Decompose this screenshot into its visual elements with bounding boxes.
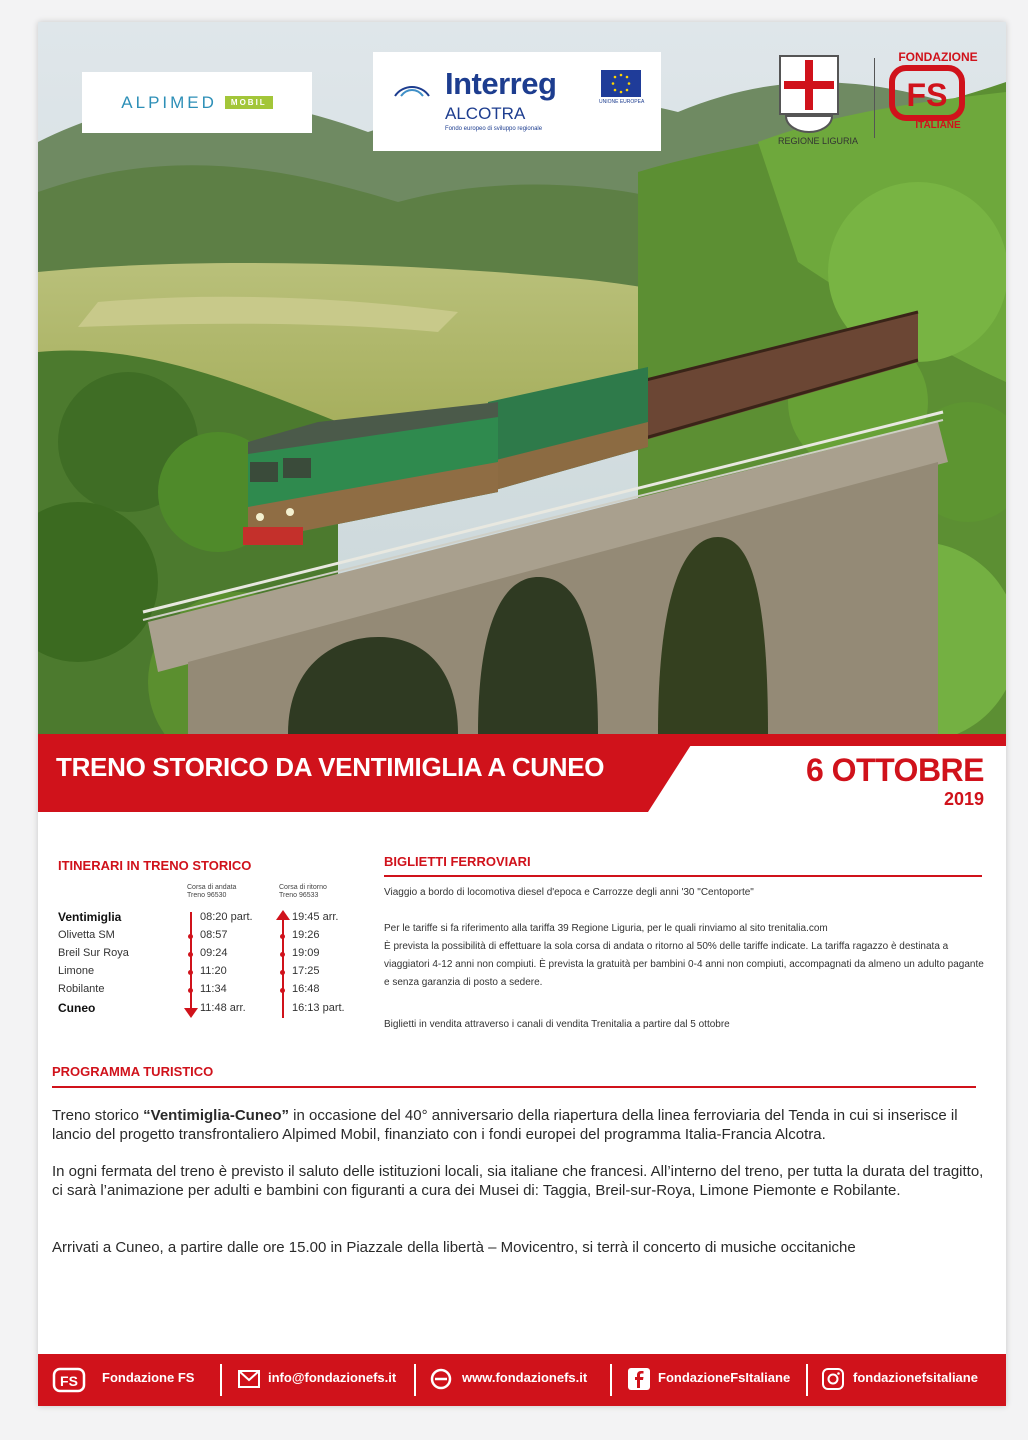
stop-name: Robilante — [58, 983, 105, 995]
return-header: Corsa di ritorno Treno 96533 — [279, 884, 327, 899]
tickets-rule — [384, 875, 982, 877]
return-time: 17:25 — [292, 965, 320, 977]
mail-icon — [238, 1370, 260, 1388]
interreg-logo — [373, 52, 661, 151]
stop-name: Limone — [58, 965, 95, 977]
arrow-down-icon — [184, 1008, 198, 1018]
footer-website[interactable]: www.fondazionefs.it — [462, 1370, 588, 1385]
interreg-name: Interreg — [445, 66, 557, 101]
itinerary-table — [58, 882, 358, 1052]
fs-logo-top: FONDAZIONE — [898, 50, 978, 64]
event-title: TRENO STORICO DA VENTIMIGLIA A CUNEO — [56, 752, 605, 782]
fs-logo-bottom: ITALIANE — [915, 120, 961, 131]
interreg-program: ALCOTRA — [445, 104, 526, 123]
interreg-tagline: Fondo europeo di sviluppo regionale — [445, 126, 543, 132]
interreg-mark-icon — [393, 82, 431, 98]
stop-name: Cuneo — [58, 1001, 96, 1015]
programme-heading: PROGRAMMA TURISTICO — [52, 1064, 214, 1079]
programme-paragraph: In ogni fermata del treno è previsto il saluto delle istituzioni locali, sia italiane che francesi. All’interno del treno, per tutta la durata del tragitto, ci sarà l’animazione per adulti e bambini con figuranti a cura dei Musei di: Taggia, Breil-sur-Roya, Limone Piemonte e Robilante. — [52, 1163, 984, 1199]
fs-logo-mark: FS — [906, 77, 948, 113]
itinerary-heading: ITINERARI IN TRENO STORICO — [58, 858, 252, 873]
alpimed-badge: MOBIL — [225, 96, 273, 109]
programme-paragraph: Treno storico “Ventimiglia-Cuneo” in occasione del 40° anniversario della riapertura della linea ferroviaria del Tenda in cui si inserisce il lancio del progetto transfrontaliero Alpimed Mobil, finanziato con i fondi europei del programma Italia-Francia Alcotra. — [52, 1107, 958, 1143]
title-banner — [38, 734, 1006, 812]
return-time: 19:09 — [292, 947, 320, 959]
hero-photo — [38, 22, 1006, 734]
instagram-icon — [822, 1368, 844, 1390]
poster — [38, 22, 1006, 1406]
outbound-time: 11:20 — [200, 965, 227, 977]
return-time: 16:48 — [292, 983, 320, 995]
svg-text:FS: FS — [60, 1373, 78, 1389]
outbound-time: 11:34 — [200, 983, 227, 995]
footer-brand: Fondazione FS — [102, 1370, 195, 1385]
programme-rule — [52, 1086, 976, 1088]
logo-separator — [874, 58, 875, 138]
event-year: 2019 — [943, 789, 984, 809]
outbound-line — [190, 912, 192, 1012]
tickets-paragraph: È prevista la possibilità di effettuare la sola corsa di andata o ritorno al 50% delle tariffe indicate. La tariffa ragazzo è destinata a viaggiatori 4-12 anni non compiuti. È prevista la gratuità per bambini 0-4 anni non compiuti, accompagnati da almeno un adulto pagante e senza garanzia di posto a sedere. — [384, 941, 984, 988]
outbound-time: 08:20 part. — [200, 911, 253, 923]
outbound-time: 09:24 — [200, 947, 228, 959]
stop-name: Olivetta SM — [58, 929, 115, 941]
return-time: 16:13 part. — [292, 1002, 345, 1014]
liguria-shield-icon — [778, 54, 840, 134]
event-date: 6 OTTOBRE — [805, 752, 984, 788]
tickets-heading: BIGLIETTI FERROVIARI — [384, 854, 531, 869]
tickets-paragraph: Viaggio a bordo di locomotiva diesel d'epoca e Carrozze degli anni '30 "Centoporte" — [384, 887, 754, 898]
regione-liguria-logo — [778, 54, 858, 146]
fs-logo-mark-icon — [888, 64, 966, 122]
tickets-paragraph: Biglietti in vendita attraverso i canali di vendita Trenitalia a partire dal 5 ottobre — [384, 1019, 730, 1030]
outbound-time: 08:57 — [200, 929, 228, 941]
web-icon — [430, 1368, 452, 1390]
arrow-up-icon — [276, 910, 290, 920]
fondazione-fs-logo — [888, 50, 988, 131]
programme-paragraph: Arrivati a Cuneo, a partire dalle ore 15.00 in Piazzale della libertà – Movicentro, si terrà il concerto di musiche occitaniche — [52, 1239, 856, 1256]
footer-facebook[interactable]: FondazioneFsItaliane — [658, 1370, 791, 1385]
stop-name: Ventimiglia — [58, 910, 122, 924]
return-time: 19:26 — [292, 929, 320, 941]
alpimed-logo-text: ALPIMED — [121, 92, 217, 112]
footer-instagram[interactable]: fondazionefsitaliane — [853, 1370, 978, 1385]
eu-flag-icon — [601, 70, 641, 97]
footer-email[interactable]: info@fondazionefs.it — [268, 1370, 397, 1385]
outbound-header: Corsa di andata Treno 96530 — [187, 884, 237, 899]
tickets-paragraph: Per le tariffe si fa riferimento alla tariffa 39 Regione Liguria, per le quali rinviamo al sito trenitalia.com — [384, 923, 828, 934]
liguria-label: REGIONE LIGURIA — [778, 136, 859, 146]
alpimed-logo — [82, 72, 312, 133]
return-time: 19:45 arr. — [292, 911, 339, 923]
return-line — [282, 918, 284, 1018]
stop-name: Breil Sur Roya — [58, 947, 129, 959]
footer-bar — [38, 1354, 1006, 1406]
eu-label: UNIONE EUROPEA — [599, 99, 645, 105]
fs-footer-logo-icon — [50, 1360, 88, 1400]
facebook-icon — [628, 1368, 650, 1390]
outbound-time: 11:48 arr. — [200, 1002, 246, 1014]
